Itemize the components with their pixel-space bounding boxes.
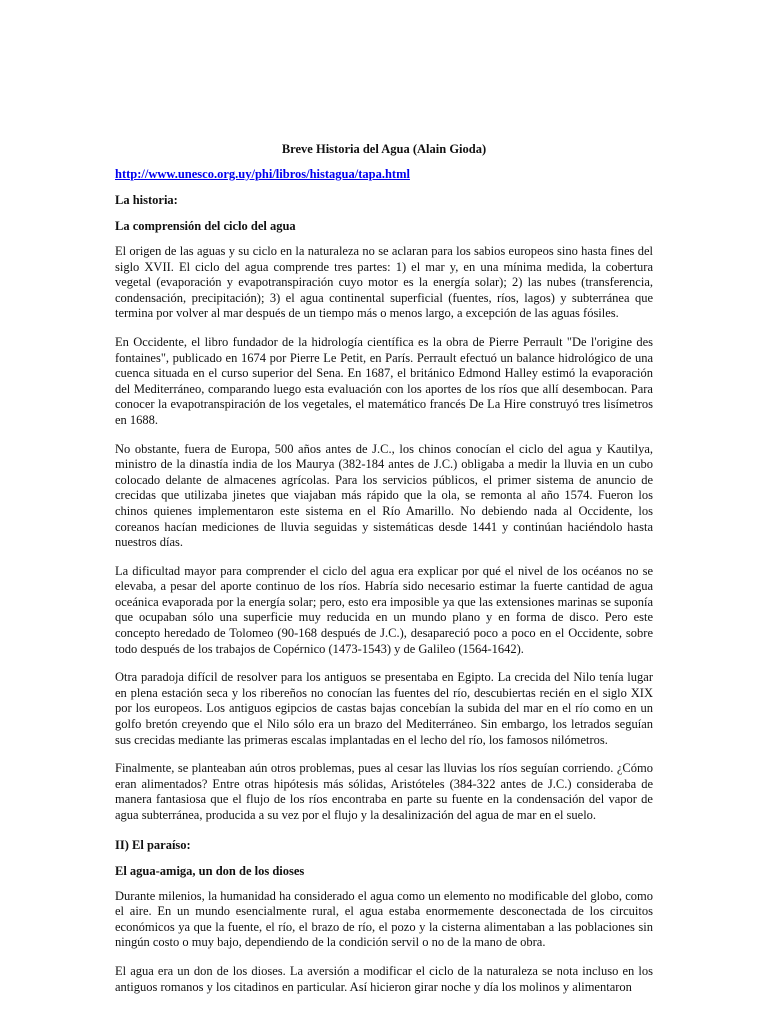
paragraph: No obstante, fuera de Europa, 500 años antes de J.C., los chinos conocían el ciclo del agua y Kautilya, ministro de la dinastía india de los Maurya (382-184 antes de J.C.) obligaba a medir la lluvia en un cubo colocado delante de almacenes agrícolas. Para los servicios públicos, el primer sistema de anuncio de crecidas que utilizaba jinetes que viajaban más rápido que la ola, se remonta al año 1574. Fueron los chinos quienes implementaron este sistema en el Río Amarillo. No debiendo nada al Occidente, los coreanos hacían mediciones de lluvia seguidas y sistemáticas desde 1441 y continúan haciéndolo hasta nuestros días. xyxy=(115,441,653,550)
paragraph: Finalmente, se planteaban aún otros problemas, pues al cesar las lluvias los ríos seguían corriendo. ¿Cómo eran alimentados? Entre otras hipótesis más sólidas, Aristóteles (384-322 antes de J.C.) consideraba de manera fantasiosa que el flujo de los ríos encontraba en parte su fuente en la condensación del vapor de agua subterránea, producida a su vez por el flujo y la desalinización del agua de mar en el suelo. xyxy=(115,761,653,822)
heading-el-paraiso: II) El paraíso: xyxy=(115,837,191,852)
document-title: Breve Historia del Agua (Alain Gioda) xyxy=(281,142,487,156)
paragraph: La dificultad mayor para comprender el ciclo del agua era explicar por qué el nivel de los océanos no se elevaba, a pesar del aporte continuo de los ríos. Habría sido necesario estimar la fuerte cantidad de agua oceánica evaporada por la energía solar; pero, esto era imposible ya que las extensiones marinas se suponía que ocupaban sólo una superficie muy reducida en un mundo plano y en forma de disco. Pero este concepto heredado de Tolomeo (90-168 después de J.C.), desapareció poco a poco en el Occidente, sobre todo después de los trabajos de Copérnico (1473-1543) y de Galileo (1564-1642). xyxy=(115,563,653,656)
paragraph: Durante milenios, la humanidad ha considerado el agua como un elemento no modificable del globo, como el aire. En un mundo esencialmente rural, el agua estaba enormemente desconectada de los circuitos económicos ya que la fuente, el río, el brazo de río, el pozo y la cisterna alimentaban a las poblaciones sin ningún costo o muy bajo, dependiendo de la condición servil o no de la mano de obra. xyxy=(115,888,653,950)
document-body xyxy=(115,166,653,1008)
paragraph: El agua era un don de los dioses. La aversión a modificar el ciclo de la naturaleza se nota incluso en los antiguos romanos y los citadinos en particular. Así hicieron girar noche y día los molinos y alimentaron xyxy=(115,963,653,994)
paragraph: En Occidente, el libro fundador de la hidrología científica es la obra de Pierre Perrault "De l'origine des fontaines", publicado en 1674 por Pierre Le Petit, en París. Perrault efectuó un balance hidrológico de una cuenca situada en el curso superior del Sena. En 1687, el británico Edmond Halley estimó la evaporación del Mediterráneo, comparando luego esta evaluación con los aportes de los ríos que allí desembocan. Para conocer la evapotranspiración de los vegetales, el matemático francés De La Hire construyó tres lisímetros en 1688. xyxy=(115,334,653,427)
heading-agua-amiga: El agua-amiga, un don de los dioses xyxy=(115,863,305,878)
heading-ciclo-del-agua: La comprensión del ciclo del agua xyxy=(115,219,296,233)
heading-la-historia: La historia: xyxy=(115,193,178,207)
paragraph: Otra paradoja difícil de resolver para los antiguos se presentaba en Egipto. La crecida del Nilo tenía lugar en plena estación seca y los ribereños no conocían las fuentes del río, descubiertas recién en el siglo XIX por los europeos. Los antiguos egipcios de castas bajas concebían la subida del mar en el río como en un golfo bretón creyendo que el Nilo sólo era un brazo del Mediterráneo. Sin embargo, los letrados seguían sus crecidas mediante las primeras escalas implantadas en el lecho del río, los famosos nilómetros. xyxy=(115,670,653,747)
source-link[interactable]: http://www.unesco.org.uy/phi/libros/histagua/tapa.html xyxy=(115,167,410,181)
paragraph: El origen de las aguas y su ciclo en la naturaleza no se aclaran para los sabios europeos sino hasta fines del siglo XVII. El ciclo del agua comprende tres partes: 1) el mar y, en una mínima medida, la cobertura vegetal (evaporación y evapotranspiración cuyo motor es la energía solar); 2) las nubes (transferencia, condensación, precipitación); 3) el agua continental superficial (fuentes, ríos, lagos) y subterránea que termina por volver al mar después de un tiempo más o menos largo, a excepción de las aguas fósiles. xyxy=(115,244,653,321)
